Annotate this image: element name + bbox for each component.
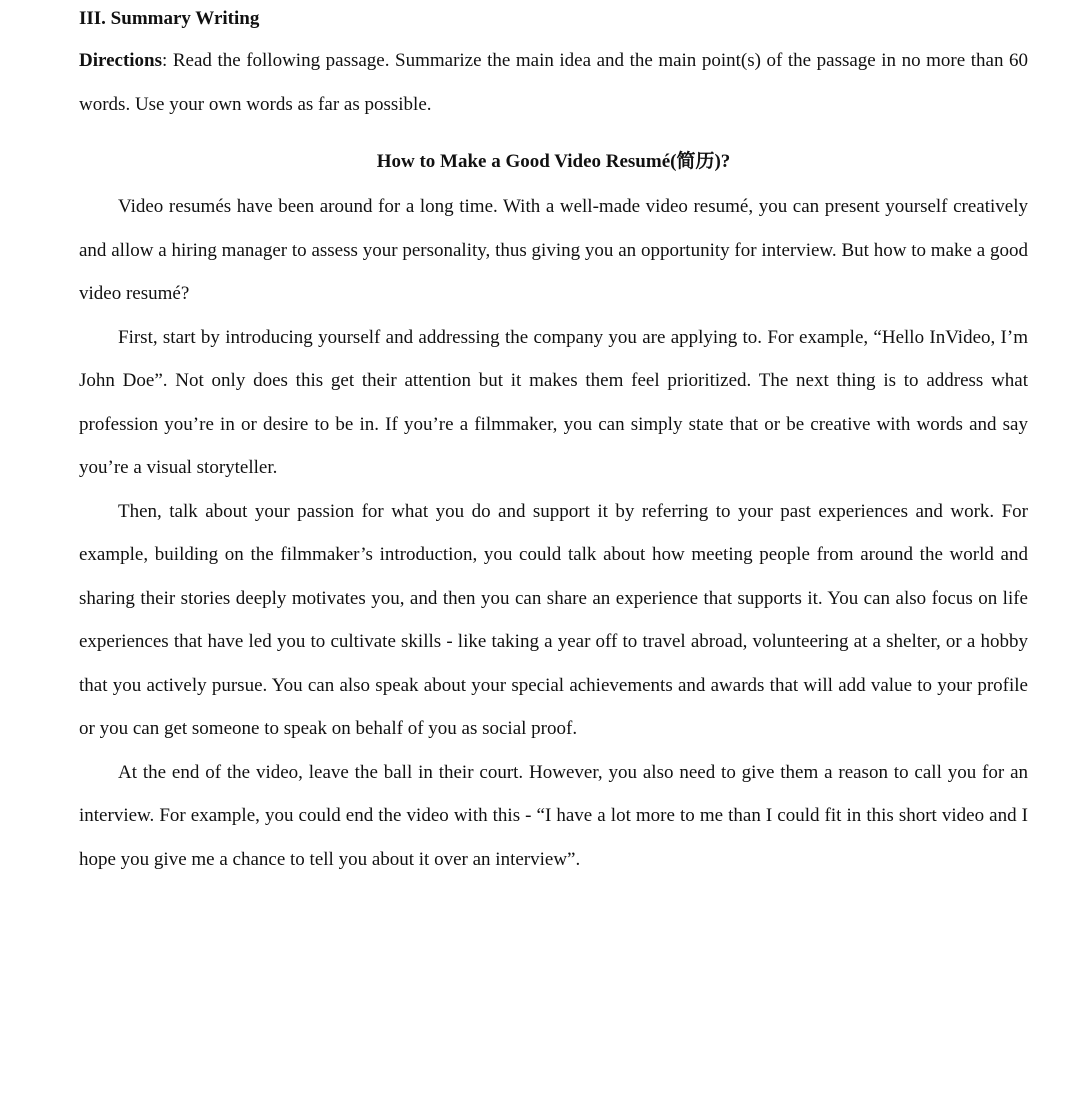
directions-paragraph — [79, 39, 1028, 126]
passage-paragraph-first: First, start by introducing yourself and addressing the company you are applying to. For example, “Hello InVideo, I’m John Doe”. Not only does this get their attention but it makes them feel prioritized. The next thing is to address what profession you’re in or desire to be in. If you’re a filmmaker, you can simply state that or be creative with words and say you’re a visual storyteller. — [79, 326, 1028, 478]
section-heading: III. Summary Writing — [79, 8, 260, 29]
directions-text: : Read the following passage. Summarize the main idea and the main point(s) of the passage in no more than 60 words. Use your own words as far as possible. — [79, 50, 1028, 115]
passage-paragraph-end: At the end of the video, leave the ball in their court. However, you also need to give them a reason to call you for an interview. For example, you could end the video with this - “I have a lot more to me than I could fit in this short video and I hope you give me a chance to tell you about it over an interview”. — [79, 761, 1028, 870]
passage-title: How to Make a Good Video Resumé(简历)? — [376, 151, 731, 172]
passage-paragraph-intro: Video resumés have been around for a long time. With a well-made video resumé, you can present yourself creatively and allow a hiring manager to assess your personality, thus giving you an opportunity for interview. But how to make a good video resumé? — [79, 196, 1028, 304]
directions-label: Directions — [79, 50, 163, 71]
passage-paragraph-then: Then, talk about your passion for what you do and support it by referring to your past experiences and work. For example, building on the filmmaker’s introduction, you could talk about how meeting people from around the world and sharing their stories deeply motivates you, and then you can share an experience that supports it. You can also focus on life experiences that have led you to cultivate skills - like taking a year off to travel abroad, volunteering at a shelter, or a hobby that you actively pursue. You can also speak about your special achievements and awards that will add value to your profile or you can get someone to speak on behalf of you as social proof. — [79, 500, 1028, 739]
passage-body — [79, 185, 1028, 881]
